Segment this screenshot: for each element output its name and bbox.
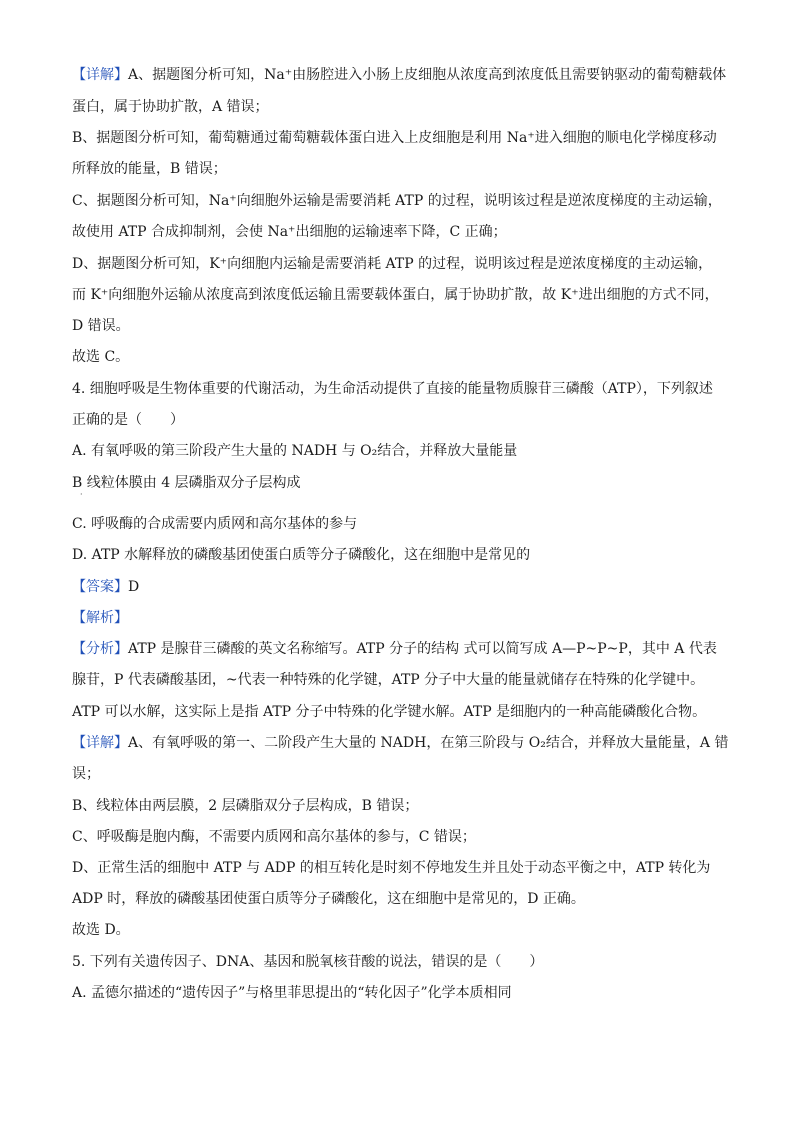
line-text: 故使用 ATP 合成抑制剂，会使 Na⁺出细胞的运输速率下降，C 正确； (72, 224, 507, 240)
text-line (72, 859, 732, 877)
text-line (72, 953, 732, 971)
text-line (72, 380, 732, 398)
line-text: ATP 可以水解，这实际上是指 ATP 分子中特殊的化学键水解。ATP 是细胞内的一种高能磷酸化合物。 (72, 704, 707, 720)
line-text: C、据题图分析可知，Na⁺向细胞外运输是需要消耗 ATP 的过程，说明该过程是逆浓度梯度的主动运输， (72, 193, 722, 209)
text-line (72, 734, 732, 752)
text-line (72, 223, 732, 241)
line-text: 4. 细胞呼吸是生物体重要的代谢活动，为生命活动提供了直接的能量物质腺苷三磷酸（ATP），下列叙述 (72, 381, 713, 397)
line-text: D 错误。 (72, 318, 130, 334)
line-text: B、线粒体由两层膜，2 层磷脂双分子层构成，B 错误； (72, 798, 419, 814)
text-line (72, 317, 732, 335)
line-text: C. 呼吸酶的合成需要内质网和高尔基体的参与 (72, 516, 358, 532)
text-line (72, 797, 732, 815)
section-tag: 【详解】 (72, 67, 128, 83)
line-text: 蛋白，属于协助扩散，A 错误； (72, 99, 269, 115)
stray-mark: · (80, 490, 83, 499)
text-line (72, 160, 732, 178)
text-line (72, 671, 732, 689)
text-line (72, 474, 732, 492)
text-line (72, 578, 732, 596)
text-line (72, 98, 732, 116)
line-text: 5. 下列有关遗传因子、DNA、基因和脱氧核苷酸的说法，错误的是（ ） (72, 954, 544, 970)
line-text: 而 K⁺向细胞外运输从浓度高到浓度低运输且需要载体蛋白，属于协助扩散，故 K⁺进出细胞的方式不同， (72, 287, 719, 303)
line-text: 故选 C。 (72, 349, 130, 365)
line-text: 故选 D。 (72, 922, 130, 938)
text-line (72, 640, 732, 658)
line-text: 腺苷，P 代表磷酸基团，~代表一种特殊的化学键，ATP 分子中大量的能量就储存在特殊的化学键中。 (72, 672, 705, 688)
line-text: A. 孟德尔描述的“遗传因子”与格里菲思提出的“转化因子”化学本质相同 (72, 985, 512, 1001)
text-line (72, 984, 732, 1002)
line-text: B 线粒体膜由 4 层磷脂双分子层构成 (72, 475, 301, 491)
line-text: D、正常生活的细胞中 ATP 与 ADP 的相互转化是时刻不停地发生并且处于动态平衡之中，ATP 转化为 (72, 860, 711, 876)
text-line (72, 255, 732, 273)
line-text: A、据题图分析可知，Na⁺由肠腔进入小肠上皮细胞从浓度高到浓度低且需要钠驱动的葡萄糖载体 (128, 67, 727, 83)
section-tag: 【分析】 (72, 641, 128, 657)
section-tag: 【解析】 (72, 610, 128, 626)
line-text: 误； (72, 766, 100, 782)
text-line (72, 66, 732, 84)
line-text: B、据题图分析可知，葡萄糖通过葡萄糖载体蛋白进入上皮细胞是利用 Na⁺进入细胞的顺电化学梯度移动 (72, 130, 717, 146)
line-text: 所释放的能量，B 错误； (72, 161, 227, 177)
text-line (72, 129, 732, 147)
text-line (72, 286, 732, 304)
line-text: C、呼吸酶是胞内酶，不需要内质网和高尔基体的参与，C 错误； (72, 829, 476, 845)
line-text: ATP 是腺苷三磷酸的英文名称缩写。ATP 分子的结构 式可以简写成 A—P~P~P，其中 A 代表 (128, 641, 717, 657)
text-line (72, 765, 732, 783)
text-line (72, 442, 732, 460)
line-text: D、据题图分析可知，K⁺向细胞内运输是需要消耗 ATP 的过程，说明该过程是逆浓度梯度的主动运输， (72, 256, 713, 272)
line-text: D (128, 579, 140, 595)
section-tag: 【详解】 (72, 735, 128, 751)
line-text: A、有氧呼吸的第一、二阶段产生大量的 NADH，在第三阶段与 O₂结合，并释放大量能量，A 错 (128, 735, 729, 751)
text-line (72, 546, 732, 564)
text-line (72, 609, 732, 627)
line-text: ADP 时，释放的磷酸基团使蛋白质等分子磷酸化，这在细胞中是常见的，D 正确。 (72, 891, 585, 907)
text-line (72, 192, 732, 210)
text-line (72, 411, 732, 429)
section-tag: 【答案】 (72, 579, 128, 595)
text-line (72, 515, 732, 533)
text-line (72, 828, 732, 846)
text-line (72, 890, 732, 908)
line-text: D. ATP 水解释放的磷酸基团使蛋白质等分子磷酸化，这在细胞中是常见的 (72, 547, 531, 563)
text-line (72, 348, 732, 366)
line-text: 正确的是（ ） (72, 412, 184, 428)
text-line (72, 921, 732, 939)
line-text: A. 有氧呼吸的第三阶段产生大量的 NADH 与 O₂结合，并释放大量能量 (72, 443, 518, 459)
text-line (72, 703, 732, 721)
